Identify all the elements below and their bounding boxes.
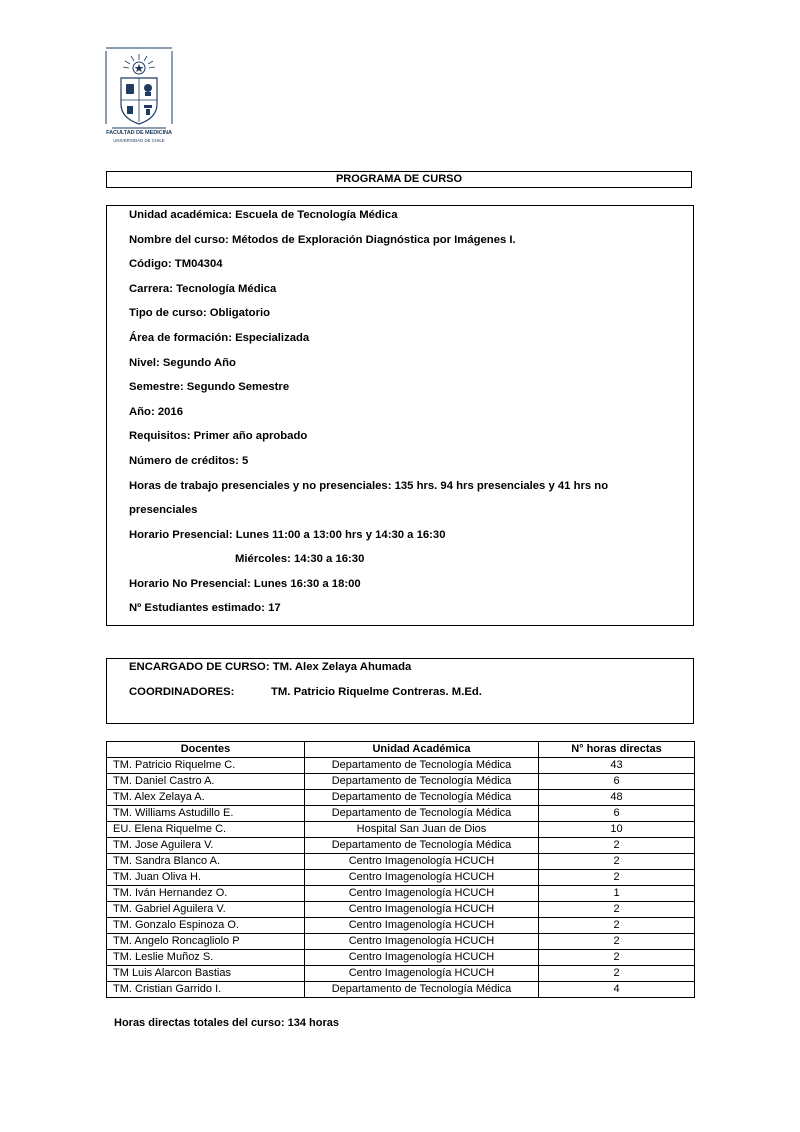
coordinadores-label: COORDINADORES: [129,686,235,698]
info-line-estudiantes: Nº Estudiantes estimado: 17 [129,602,281,614]
info-line-nivel: Nivel: Segundo Año [129,357,236,369]
docente-unidad: Centro Imagenología HCUCH [305,950,539,966]
docente-name: TM. Iván Hernandez O. [107,886,305,902]
info-line-creditos: Número de créditos: 5 [129,455,249,467]
header-docentes: Docentes [107,742,305,758]
info-line-unidad: Unidad académica: Escuela de Tecnología Médica [129,209,398,221]
docente-horas: 2 [539,854,695,870]
docente-name: TM. Jose Aguilera V. [107,838,305,854]
info-line-requisitos: Requisitos: Primer año aprobado [129,430,308,442]
docentes-table [106,741,695,998]
docente-name: TM. Gabriel Aguilera V. [107,902,305,918]
docente-unidad: Centro Imagenología HCUCH [305,870,539,886]
faculty-logo [104,46,174,150]
info-line-area: Área de formación: Especializada [129,332,310,344]
docente-horas: 10 [539,822,695,838]
header-horas: N° horas directas [539,742,695,758]
table-row [107,950,695,966]
logo-title: FACULTAD DE MEDICINA [106,130,172,136]
docente-horas: 2 [539,918,695,934]
info-line-horario-no-presencial: Horario No Presencial: Lunes 16:30 a 18:00 [129,578,361,590]
header-unidad: Unidad Académica [305,742,539,758]
docente-horas: 2 [539,950,695,966]
docente-horas: 6 [539,806,695,822]
info-line-codigo: Código: TM04304 [129,258,223,270]
course-info-box [106,205,694,626]
encargado-line: ENCARGADO DE CURSO: TM. Alex Zelaya Ahumada [129,661,412,673]
table-row [107,918,695,934]
encargado-box [106,658,694,724]
table-row [107,806,695,822]
docente-name: TM. Patricio Riquelme C. [107,758,305,774]
info-line-semestre: Semestre: Segundo Semestre [129,381,290,393]
table-row [107,790,695,806]
table-header-row [107,742,695,758]
docente-unidad: Centro Imagenología HCUCH [305,886,539,902]
info-line-nombre: Nombre del curso: Métodos de Exploración Diagnóstica por Imágenes I. [129,234,516,246]
docente-name: TM. Leslie Muñoz S. [107,950,305,966]
docente-name: TM. Angelo Roncagliolo P [107,934,305,950]
docente-name: TM. Alex Zelaya A. [107,790,305,806]
table-row [107,870,695,886]
table-row [107,758,695,774]
docente-name: TM. Juan Oliva H. [107,870,305,886]
docente-unidad: Departamento de Tecnología Médica [305,982,539,998]
docente-unidad: Hospital San Juan de Dios [305,822,539,838]
docente-unidad: Centro Imagenología HCUCH [305,966,539,982]
docente-unidad: Departamento de Tecnología Médica [305,806,539,822]
docente-unidad: Centro Imagenología HCUCH [305,854,539,870]
docente-name: TM Luis Alarcon Bastias [107,966,305,982]
docente-horas: 2 [539,838,695,854]
docente-unidad: Departamento de Tecnología Médica [305,758,539,774]
program-title: PROGRAMA DE CURSO [106,171,692,188]
docente-horas: 4 [539,982,695,998]
docente-name: TM. Gonzalo Espinoza O. [107,918,305,934]
table-row [107,934,695,950]
docente-name: EU. Elena Riquelme C. [107,822,305,838]
table-row [107,982,695,998]
docente-unidad: Centro Imagenología HCUCH [305,902,539,918]
info-line-horario-presencial: Horario Presencial: Lunes 11:00 a 13:00 hrs y 14:30 a 16:30 [129,529,446,541]
table-row [107,774,695,790]
docente-unidad: Departamento de Tecnología Médica [305,838,539,854]
docente-horas: 2 [539,934,695,950]
docente-name: TM. Williams Astudillo E. [107,806,305,822]
table-row [107,854,695,870]
docente-name: TM. Sandra Blanco A. [107,854,305,870]
info-line-horario-miercoles: Miércoles: 14:30 a 16:30 [235,553,365,565]
info-line-horas-cont: presenciales [129,504,198,516]
info-line-tipo: Tipo de curso: Obligatorio [129,307,271,319]
coordinadores-value: TM. Patricio Riquelme Contreras. M.Ed. [271,686,482,698]
docente-horas: 2 [539,902,695,918]
table-row [107,886,695,902]
info-line-ano: Año: 2016 [129,406,183,418]
university-seal-icon [104,46,174,130]
table-row [107,822,695,838]
table-row [107,838,695,854]
info-line-carrera: Carrera: Tecnología Médica [129,283,277,295]
docente-horas: 43 [539,758,695,774]
total-hours: Horas directas totales del curso: 134 horas [114,1017,339,1029]
docente-name: TM. Cristian Garrido I. [107,982,305,998]
docente-horas: 1 [539,886,695,902]
docente-unidad: Departamento de Tecnología Médica [305,790,539,806]
docente-unidad: Centro Imagenología HCUCH [305,918,539,934]
docente-name: TM. Daniel Castro A. [107,774,305,790]
docente-horas: 6 [539,774,695,790]
docente-unidad: Departamento de Tecnología Médica [305,774,539,790]
logo-subtitle: UNIVERSIDAD DE CHILE [113,138,165,143]
docente-horas: 48 [539,790,695,806]
table-row [107,966,695,982]
table-row [107,902,695,918]
docente-horas: 2 [539,966,695,982]
docente-horas: 2 [539,870,695,886]
docente-unidad: Centro Imagenología HCUCH [305,934,539,950]
info-line-horas: Horas de trabajo presenciales y no presenciales: 135 hrs. 94 hrs presenciales y 41 hrs no [129,480,609,492]
